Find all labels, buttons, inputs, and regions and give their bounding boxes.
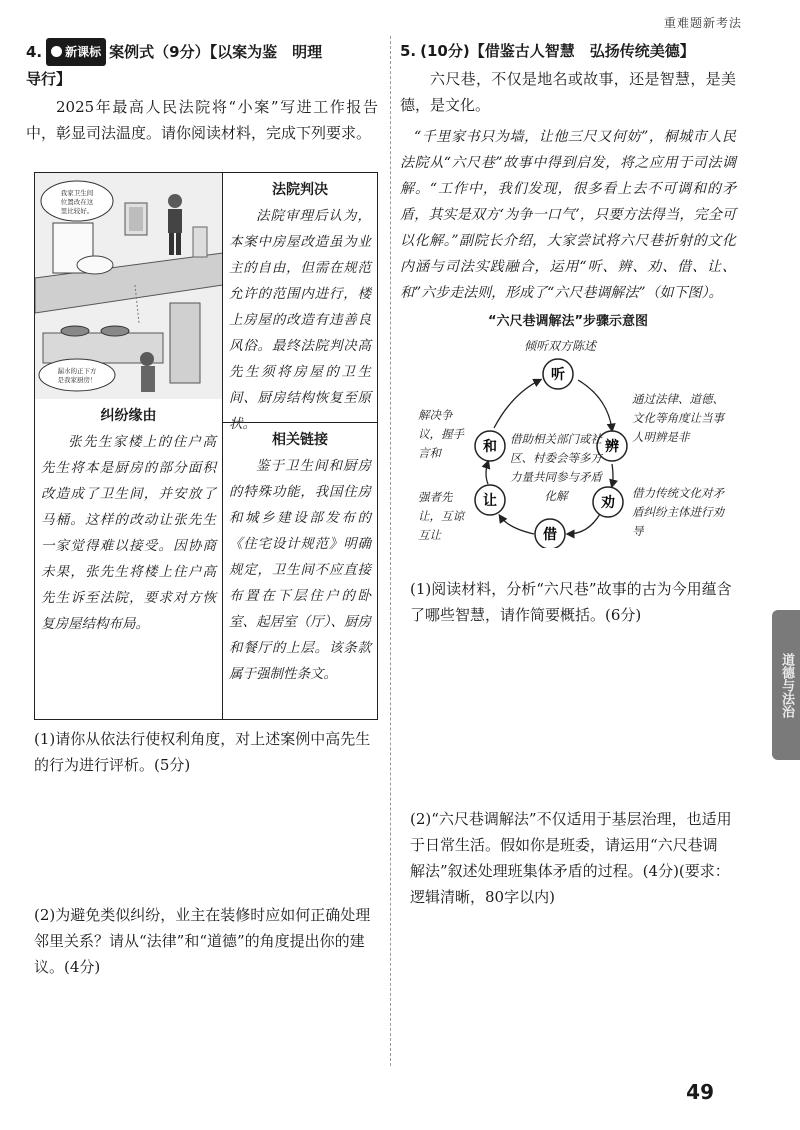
section-header: 重难题新考法 [663, 16, 742, 30]
center-label: 借助相关部门或社区、村委会等多方力量共同参与矛盾化解 [510, 432, 602, 503]
column-divider [390, 36, 391, 1066]
q4-sub2: (2)为避免类似纠纷，业主在装修时应如何正确处理邻里关系？请从“法律”和“道德”的角度提出你的建议。(4分) [34, 906, 371, 976]
verdict-text: 法院审理后认为，本案中房屋改造虽为业主的自由，但需在规范允许的范围内进行，楼上房屋的改造有违善良风俗。最终法院判决高先生须将房屋的卫生间、厨房结构恢复至原状。 [229, 208, 371, 432]
bubble-downstairs-line2: 是我家厨房！ [57, 376, 97, 384]
discern-label: 通过法律、道德、文化等角度让当事人明辨是非 [632, 392, 724, 444]
verdict-box [223, 173, 377, 432]
node-borrow: 借 [543, 527, 557, 543]
story-title: 纠纷缘由 [100, 408, 157, 424]
q5-material: “千里家书只为墙，让他三尺又何妨”，桐城市人民法院从“六尺巷”故事中得到启发，将之应用于司法调解。“工作中，我们发现，很多看上去不可调和的矛盾，其实是双方‘为争一口气’，只要方法得当，完全可以化解。”副院长介绍，大家尝试将六尺巷折射的文化内涵与司法实践融合，运用“听、辨、劝、借、让、和”六步走法则，形成了“六尺巷调解法”（如下图）。 [400, 129, 736, 301]
node-yield: 让 [483, 493, 497, 509]
related-link-title: 相关链接 [272, 432, 328, 448]
q4-title: 案例式（9分）【以案为鉴 明理 [109, 43, 323, 61]
q5-sub1: (1)阅读材料，分析“六尺巷”故事的古为今用蕴含了哪些智慧，请作简要概括。(6分) [410, 580, 732, 624]
diagram-title: “六尺巷调解法”步骤示意图 [487, 314, 649, 329]
subject-side-tab [772, 610, 800, 760]
page-number: 49 [686, 1080, 714, 1104]
q4-material-table [34, 172, 378, 720]
q5-number: 5. [400, 42, 417, 60]
bubble-upstairs-line3: 里比较好。 [60, 207, 94, 215]
q4-number: 4. [26, 43, 43, 61]
q4-heading [26, 38, 378, 66]
q4-title-cont: 导行】 [26, 70, 72, 88]
q5-heading [400, 38, 736, 64]
bubble-upstairs-line2: 位置改在这 [60, 198, 94, 206]
q4-intro: 2025年最高人民法院将“小案”写进工作报告中，彰显司法温度。请你阅读材料，完成下列要求。 [26, 98, 378, 142]
story-text: 张先生家楼上的住户高先生将本是厨房的部分面积改造成了卫生间，并安放了马桶。这样的改动让张先生一家觉得难以接受。因协商未果，张先生将楼上住户高先生诉至法院，要求对方恢复房屋结构布局。 [41, 434, 216, 632]
yield-label: 强者先让，互谅互让 [418, 490, 464, 542]
bubble-downstairs-line1: 漏水的正下方 [57, 367, 97, 375]
bubble-upstairs-line1: 我家卫生间 [60, 189, 94, 197]
question-5 [400, 38, 736, 568]
node-listen: 听 [551, 367, 565, 383]
question-4 [26, 38, 378, 146]
badge-label: 新课标 [65, 45, 102, 59]
six-step-diagram [400, 338, 736, 568]
related-link-box [223, 423, 377, 719]
q5-sub2: (2)“六尺巷调解法”不仅适用于基层治理，也适用于日常生活。假如你是班委，请运用“六尺巷调解法”叙述处理班集体矛盾的过程。(4分)(要求：逻辑清晰，80字以内) [410, 810, 732, 906]
verdict-title: 法院判决 [272, 182, 328, 198]
q4-sub1: (1)请你从依法行使权利角度，对上述案例中高先生的行为进行评析。(5分) [34, 730, 371, 774]
renovation-illustration [35, 173, 223, 399]
persuade-label: 借力传统文化对矛盾纠纷主体进行劝导 [632, 486, 724, 538]
lightbulb-icon [51, 46, 62, 57]
related-link-text: 鉴于卫生间和厨房的特殊功能，我国住房和城乡建设部发布的《住宅设计规范》明确规定，卫生间不应直接布置在下层住户的卧室、起居室（厅）、厨房和餐厅的上层。该条款属于强制性条文。 [229, 458, 371, 682]
node-discern: 辨 [605, 439, 619, 455]
q5-intro: 六尺巷，不仅是地名或故事，还是智慧，是美德，是文化。 [400, 70, 736, 114]
harmony-label: 解决争议，握手言和 [418, 408, 464, 460]
listen-label: 倾听双方陈述 [523, 339, 597, 353]
story-box [35, 399, 223, 719]
case-illustration [35, 173, 223, 399]
new-curriculum-badge [46, 38, 106, 66]
node-harmony: 和 [483, 439, 497, 455]
node-persuade: 劝 [601, 495, 615, 511]
subject-side-tab-label: 道德与法治 [779, 652, 794, 718]
q5-title: (10分)【借鉴古人智慧 弘扬传统美德】 [420, 42, 695, 60]
